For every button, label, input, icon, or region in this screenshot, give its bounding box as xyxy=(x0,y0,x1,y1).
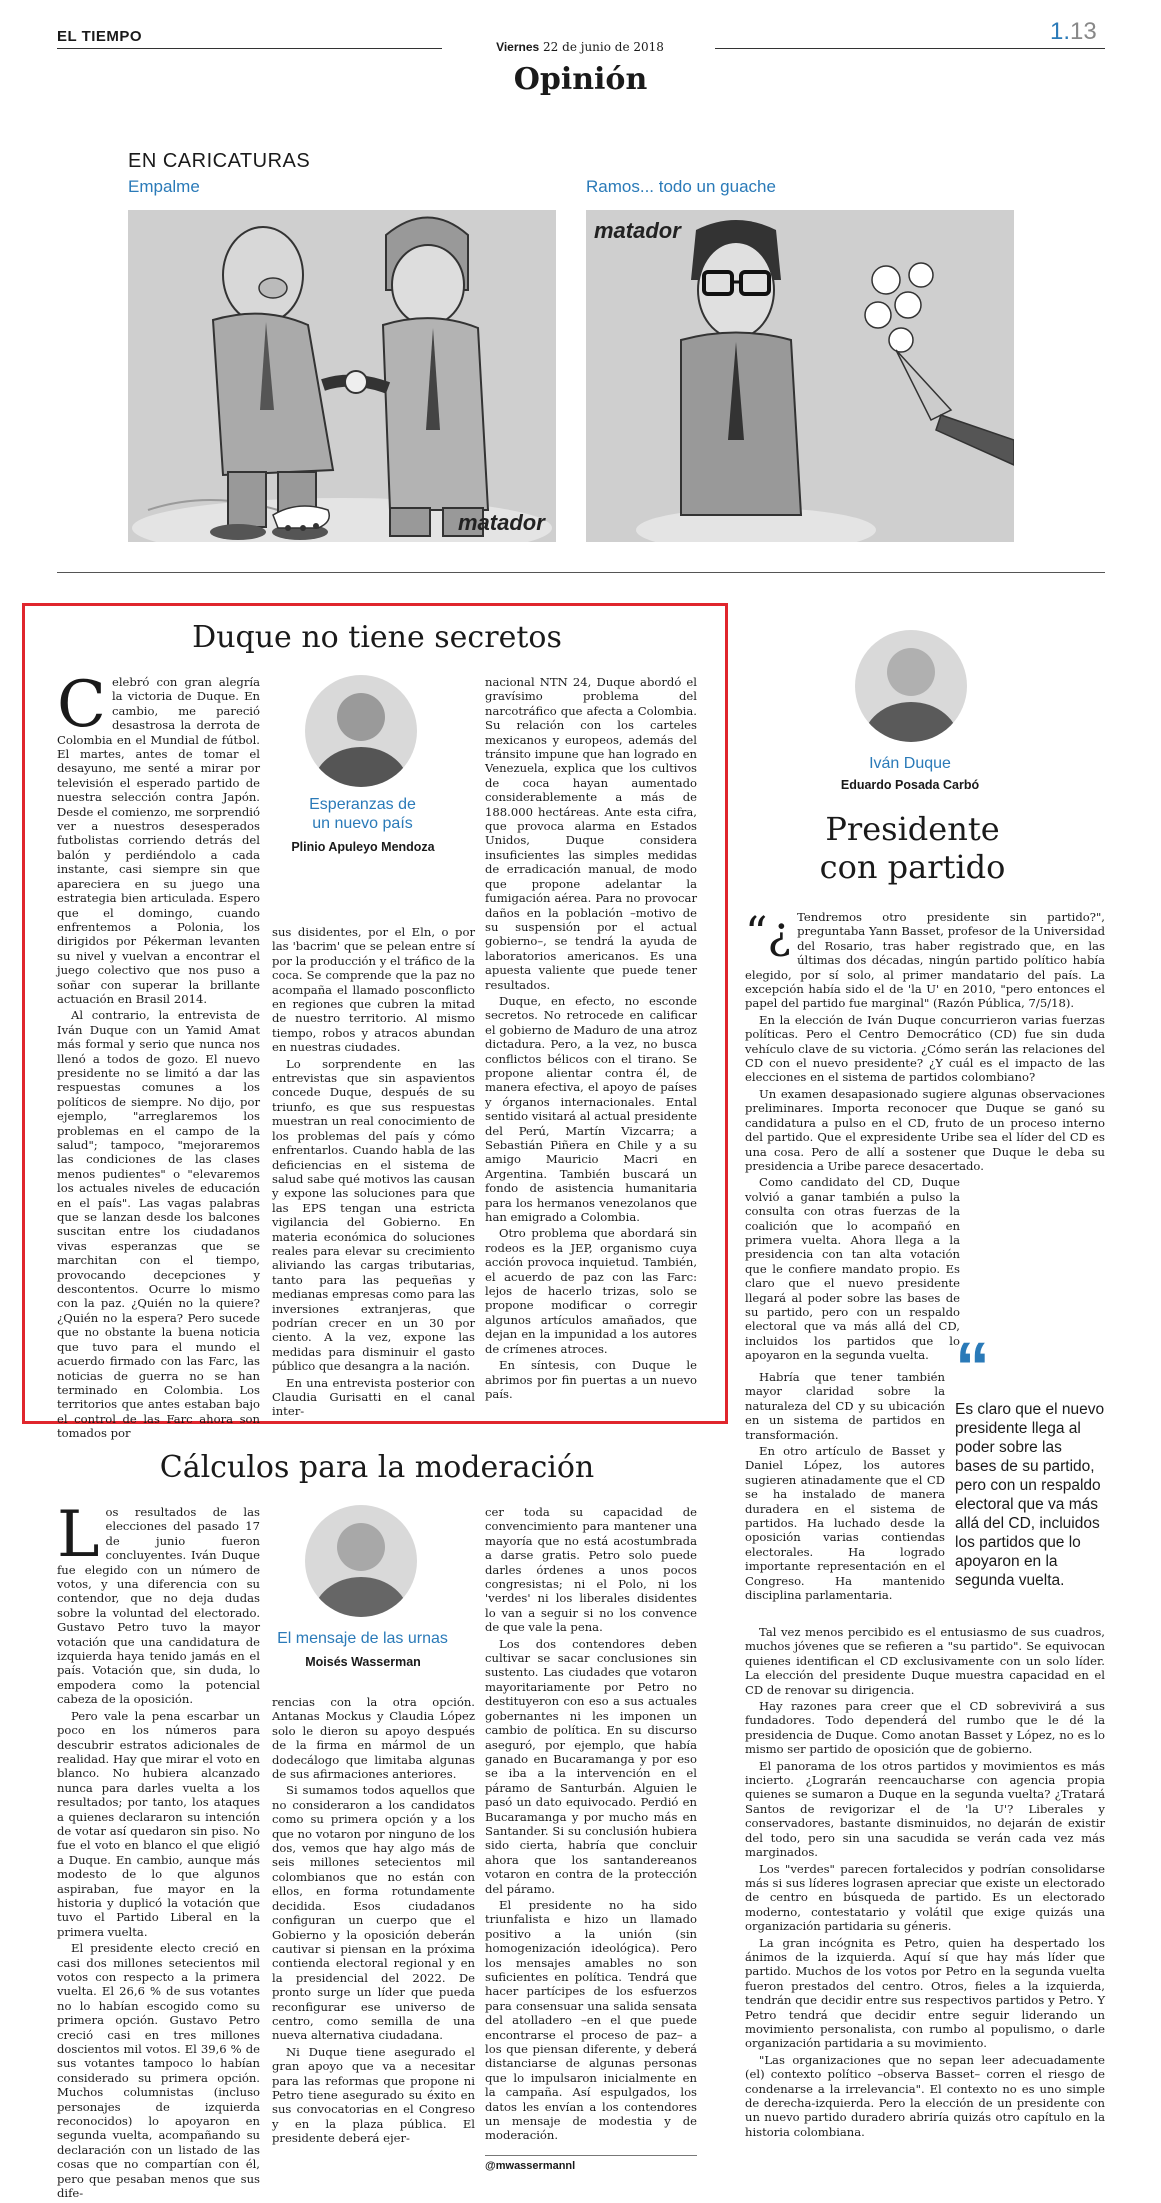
article2-column-title: El mensaje de las urnas xyxy=(277,1630,448,1647)
article1-author-portrait xyxy=(305,675,417,787)
section-title: Opinión xyxy=(513,62,648,97)
article3-headline xyxy=(760,810,1065,886)
article1-col1 xyxy=(57,668,260,1443)
article2-col2-p3: Ni Duque tiene asegurado el gran apoyo que va a necesitar para las reformas que propone ni Petro tiene asegurado su éxito en sus convocatorias en el Congreso y en la plaza pública. El presidente deberá ejer- xyxy=(272,2044,475,2146)
article3-p2: En la elección de Iván Duque concurrieron varias fuerzas políticas. Pero el Centro Democrático (CD) fue sin duda vehículo clave de su victoria. ¿Cómo serán las relaciones del CD con el nuevo presidente? ¿Y cuál es el impacto de las elecciones en el sistema de partidos colombiano? xyxy=(745,1012,1105,1085)
cartoon-left-title: Empalme xyxy=(128,177,200,196)
cartoon-empalme xyxy=(128,210,556,542)
article2-col2-p2: Si sumamos todos aquellos que no consideraron a los candidatos como su primera opción y a los que no votaron por ninguno de los dos, vemos que hay algo más de seis millones setecientos mil colombianos que no están con ellos, en forma rotundamente decidida. Esos ciudadanos configuran un cuerpo que el Gobierno y la oposición deberán cautivar si piensan en la próxima contienda electoral regional y en la presidencial del 2022. De pronto surge un líder que pueda reconfigurar ese universo de centro, como semilla de una nueva alternativa ciudadana. xyxy=(272,1783,475,2043)
article3-p9: El panorama de los otros partidos y movimientos es más incierto. ¿Lograrán reencaucharse con agencia propia quienes se sumaron a Duque en la segunda vuelta? ¿Tratará Santos de revigorizar el de 'la U'? Liberales y conservadores, bastante disminuidos, no dejarán de existir del todo, pero sin una sacudida se verán cada vez más marginados. xyxy=(745,1758,1105,1860)
article3-p6: En otro artículo de Basset y Daniel López, los autores sugieren atinadamente que el CD se ha instalado de manera duradera en el sistema de partidos. Ha luchado desde la oposición varias contiendas electorales. Ha logrado importante representación en el Congreso. Ha mantenido disciplina parlamentaria. xyxy=(745,1444,945,1603)
article2-col2-p1: rencias con la otra opción. Antanas Mockus y Claudia López solo le dieron su apoyo después de la firma en mármol de un dodecálogo que limitaba algunas de sus afirmaciones anteriores. xyxy=(272,1695,475,1782)
author-portrait-icon xyxy=(305,1505,417,1617)
masthead-brand: EL TIEMPO xyxy=(57,28,143,45)
article1-col2-p1: sus disidentes, por el Eln, o por las 'bacrim' que se pelean entre sí por la producción y el tráfico de la coca. Se comprende que la paz no acompaña el llamado posconflicto en regiones que cubren la mitad de nuestro territorio. Al mismo tiempo, robos y atracos abundan en nuestras ciudades. xyxy=(272,925,475,1055)
cartoon-left-signature: matador xyxy=(458,510,545,535)
article1-column-title: Esperanzas de un nuevo país xyxy=(309,796,416,832)
article3-headline-line2: con partido xyxy=(819,848,1006,886)
article2-twitter[interactable]: @mwassermannl xyxy=(485,2160,576,2172)
article3-p7: Tal vez menos percibido es el entusiasmo de sus cuadros, muchos jóvenes que se refieren a "su partido". Se equivocan quienes identifican el CD exclusivamente con un solo líder. La elección del presidente Duque muestra capacidad en el CD de renovar su dirigencia. xyxy=(745,1625,1105,1697)
cartoon-right-title: Ramos... todo un guache xyxy=(586,177,776,196)
header-date-day: Viernes xyxy=(496,40,540,54)
page-number-a: 1. xyxy=(1050,18,1071,45)
article2-headline: Cálculos para la moderación xyxy=(159,1450,595,1485)
article2-col3-p2: Los dos contendores deben cultivar se sacar conclusiones sin sustento. Las ciudades que votaron mayoritariamente por Petro no destituyeron con eso a sus actuales gobernantes ni les imponen un cambio de política. En su discurso aseguró, por ejemplo, que había ganado en Bucaramanga y por eso se iba a la intervención en el páramo de Santurbán. Alguien le pasó un dato equivocado. Perdió en Bucaramanga y por mucho más en Santander. Si su conclusión hubiera sido cierta, habría que concluir ahora que los santandereanos votaron en contra de la protección del páramo. xyxy=(485,1636,697,1896)
article2-dropcap: L xyxy=(57,1498,100,1572)
article3-p5: Habría que tener también mayor claridad sobre la naturaleza del CD y su ubicación en un sistema de partidos en transformación. xyxy=(745,1370,945,1442)
article3-pullquote xyxy=(955,1328,1105,1590)
article3-body-bottom xyxy=(745,1625,1105,2141)
article3-author-portrait xyxy=(855,630,967,742)
article2-col3 xyxy=(485,1505,697,2145)
article1-col3-p4: En síntesis, con Duque le abrimos por fin puertas a un nuevo país. xyxy=(485,1358,697,1401)
article3-p4: Como candidato del CD, Duque volvió a ganar también a pulso la consulta con otras fuerzas de la coalición que lo acompañó en primera vuelta. Ahora llega a la presidencia con tan alta votación que le confiere mandato propio. Es claro que el nuevo presidente llegará al poder sobre las bases de su partido, pero con un respaldo electoral que va más allá del CD, incluidos los partidos que lo apoyaron en la segunda vuelta. xyxy=(745,1175,960,1363)
article3-headline-line1: Presidente xyxy=(825,810,1000,848)
article3-body-top xyxy=(745,910,1105,1365)
article3-body-narrow xyxy=(745,1370,945,1605)
article2-author-portrait xyxy=(305,1505,417,1617)
author-portrait-icon xyxy=(855,630,967,742)
article3-author: Eduardo Posada Carbó xyxy=(840,778,980,792)
header-rule-right xyxy=(715,48,1105,49)
page-number-b: 13 xyxy=(1070,18,1097,45)
header-date-rest: 22 de junio de 2018 xyxy=(543,40,664,54)
article2-col1 xyxy=(57,1498,260,2203)
cartoon-right-signature: matador xyxy=(594,218,681,243)
article2-author: Moisés Wasserman xyxy=(305,1655,421,1669)
article1-col2-p2: Lo sorprendente en las entrevistas que sin aspavientos concede Duque, después de su triunfo, es que sus respuestas muestran un real conocimiento de los problemas del país y cómo enfrentarlos. Cuando habla de las deficiencias en el sistema de salud sabe qué motivos las causan y expone las soluciones para que las EPS tengan una estricta vigilancia del Gobierno. En materia económica do soluciones reales para elevar su crecimiento aliviando las cargas tributarias, tanto para las pequeñas y medianas empresas como para las inversiones extranjeras, que podrían crecer en un 30 por ciento. A la vez, expone las medidas para disminuir el gasto público que desangra a la nación. xyxy=(272,1056,475,1374)
cartoon-guache xyxy=(586,210,1014,542)
article3-opening-quote: “¿ xyxy=(745,908,792,959)
cartoon-empalme-drawing xyxy=(128,210,556,542)
article3-p3: Un examen desapasionado sugiere algunas observaciones preliminares. Importa reconocer que Duque se ganó su candidatura a pulso en el CD, fruto de un proceso interno del partido. Que el expresidente Uribe sea el líder del CD es una cosa. Pero de allí a sostener que Duque le deba su presidencia a Uribe parece desacertado. xyxy=(745,1086,1105,1173)
article3-p11: La gran incógnita es Petro, quien ha despertado los ánimos de la izquierda. Aquí sí que hay más líder que partido. Muchos de los votos por Petro en la segunda vuelta fueron prestados del centro. Otros, fieles a la izquierda, tendrán que decidir entre sus respectivos partidos y Petro. Y Petro tendrá que decidir entre seguir liderando un movimiento personalista, con rumbo al populismo, o darle organización partidaria a su movimiento. xyxy=(745,1935,1105,2051)
pullquote-text: Es claro que el nuevo presidente llega al poder sobre las bases de su partido, pero con un respaldo electoral que va más allá del CD, incluidos los partidos que lo apoyaron en la segunda vuelta. xyxy=(955,1401,1105,1589)
article1-col3-p3: Otro problema que abordará sin rodeos es la JEP, organismo cuya acción provoca inquietud. También, el acuerdo de paz con las Farc: lejos de hacerlo trizas, solo se propone modificar o corregir algunos artículos amañados, que dejan en la impunidad a los autores de crímenes atroces. xyxy=(485,1226,697,1356)
article3-p10: Los "verdes" parecen fortalecidos y podrían consolidarse más si sus líderes lograsen apreciar que existe un electorado de centro en búsqueda de partido. Es un electorado moderno, contestatario y volátil que exige quizás una organización partidaria su géneris. xyxy=(745,1861,1106,1934)
article1-col3 xyxy=(485,675,697,1403)
article2-rule xyxy=(485,2155,697,2156)
cartoon-section-label: EN CARICATURAS xyxy=(128,150,311,172)
article1-col2-p3: En una entrevista posterior con Claudia Gurisatti en el canal inter- xyxy=(272,1375,475,1419)
article2-col3-p3: El presidente no ha sido triunfalista e hizo un llamado positivo a la unión (sin homogenización ideológica). Pero los mensajes amables no son suficientes en política. Tendrá que hacer partícipes de los esfuerzos para consensuar una salida sensata del atolladero –en el que puede encontrarse el proceso de paz– a los que piensan diferente, y deberá distanciarse de algunas personas que lo impulsaron inicialmente en la campaña. Así espulgados, los datos les envían a los contendores un mensaje de modestia y de moderación. xyxy=(485,1897,697,2143)
article1-col3-p2: Duque, en efecto, no esconde secretos. No retrocede en calificar el gobierno de Maduro de una atroz dictadura. Pero, a la vez, no busca conflictos bélicos con el tirano. Se propone alientar contra él, de manera efectiva, el apoyo de países y órganos internacionales. Ental sentido visitará al actual presidente del Perú, Martín Vizcarra; a Sebastián Piñera en Chile y a su amigo Mauricio Macri en Argentina. También buscará un fondo de asistencia humanitaria para los hermanos venezolanos que han emigrado a Colombia. xyxy=(485,993,697,1225)
header-rule-left xyxy=(57,48,442,49)
article1-headline: Duque no tiene secretos xyxy=(192,620,562,655)
article3-intro: Tendremos otro presidente sin partido?", preguntaba Yann Basset, profesor de la Universidad del Rosario, tras haber registrado que, en las últimas dos décadas, ningún partido político había elegido, por sí solo, al primer mandatario del país. La excepción había sido el de 'la U' en 2010, "pero entonces el papel del partido fue marginal" (Razón Pública, 7/5/18). xyxy=(745,910,1105,1011)
article3-column-title: Iván Duque xyxy=(869,755,951,772)
article3-p12: "Las organizaciones que no sepan leer adecuadamente (el) contexto político –observa Basset– corren el riesgo de condenarse a la irrelevancia". El contexto no es uno simple de derecha-izquierda. Pero la elección de un presidente con un nuevo partido duradero abriría quizás otro capítulo en la historia colombiana. xyxy=(745,2052,1105,2139)
article1-col1-p1: elebró con gran alegría la victoria de Duque. En cambio, me pareció desastrosa la derrota de Colombia en el Mundial de fútbol. El martes, antes de tomar el desayuno, me senté a mirar por televisión el esperado partido de nuestra selección contra Japón. Desde el comienzo, me sorprendió ver a nuestros desesperados futbolistas corriendo detrás del balón y perdiéndolo a cada instante, casi siempre sin que apareciera en su juego una estrategia bien articulada. Espero que el domingo, cuando enfrentemos a Polonia, los dirigidos por Pékerman levanten su nivel y vuelvan a encontrar el juego colectivo que nos puso a soñar con superar la brillante actuación en Brasil 2014. xyxy=(57,675,260,1006)
article1-col1-p2: Al contrario, la entrevista de Iván Duque con un Yamid Amat más formal y serio que nunca nos llenó a todos de gozo. El nuevo presidente no se limitó a dar las respuestas comunes a los políticos de siempre. No dijo, por ejemplo, "arreglaremos los problemas en el campo de la salud"; tampoco, "mejoraremos las condiciones de las clases menos pudientes" o "elevaremos los actuales niveles de educación en el país". Las vagas palabras que se lanzan desde los balcones suscitan entre los ciudadanos vivas esperanzas que se marchitan con el tiempo, provocando decepciones y descontentos. Ocurre lo mismo con la paz. ¿Quién no la quiere? ¿Quién no la espera? Pero sucede que no obstante la buena noticia que tuvo para el mundo el acuerdo firmado con las Farc, las noticias de guerra no se han terminado en Colombia. Los territorios que antes estaban bajo el control de las Farc ahora son tomados por xyxy=(57,1008,260,1441)
article2-col1-p2: Pero vale la pena escarbar un poco en los números para descubrir estratos adicionales de realidad. Hay que mirar el voto en blanco. No hubiera alcanzado nunca para darles vuelta a los resultados; por tanto, los ataques a quienes declararon su intención de votar así quedaron sin piso. No fue el voto en blanco el que eligió a Duque. En cambio, aunque más modesto de lo que algunos aspiraban, fue mayor en la historia y duplicó la votación que tuvo el Partido Liberal en la primera vuelta. xyxy=(57,1708,260,1939)
article1-author: Plinio Apuleyo Mendoza xyxy=(291,840,435,854)
cartoon-guache-drawing xyxy=(586,210,1014,542)
page-number xyxy=(1050,18,1097,46)
header-date xyxy=(440,40,720,54)
article1-dropcap: C xyxy=(57,668,106,742)
article1-col3-p1: nacional NTN 24, Duque abordó el gravísimo problema del narcotráfico que afecta a Colombia. Su relación con los carteles mexicanos y europeos, además del tránsito impune que han logrado en Venezuela, explica que los cultivos de coca hayan aumentado considerablemente a más de 188.000 hectáreas. Ante esta cifra, que provoca alarma en Estados Unidos, Duque considera insuficientes las simples medidas de erradicación manual, de modo que propone adelantar la fumigación aérea. Para no provocar daños en la población –motivo de su suspensión por el actual gobierno–, se tendrá la ayuda de laboratorios americanos. Es una apuesta valiente que puede tener resultados. xyxy=(485,675,697,992)
pullquote-mark-icon: “ xyxy=(955,1328,990,1406)
article3-p8: Hay razones para creer que el CD sobrevivirá a sus fundadores. Todo dependerá del rumbo que le dé la presidencia de Duque. Como anotan Basset y López, no es lo mismo ser partido de oposición que de gobierno. xyxy=(745,1699,1105,1757)
author-portrait-icon xyxy=(305,675,417,787)
article2-col1-p1: os resultados de las elecciones del pasado 17 de junio fueron concluyentes. Iván Duque fue elegido con un número de votos, y una diferencia con su contendor, que no deja dudas sobre la voluntad del electorado. Gustavo Petro tuvo la mayor votación que una candidatura de izquierda haya tenido jamás en el país. Votación que, sin duda, lo empodera como la potencial cabeza de la oposición. xyxy=(57,1505,260,1707)
article1-col2 xyxy=(272,925,475,1421)
article2-col2 xyxy=(272,1695,475,2148)
section-divider xyxy=(57,572,1105,573)
article2-col3-p1: cer toda su capacidad de convencimiento para mantener una mayoría que no está acostumbrada a darse gratis. Petro solo puede darles órdenes a unos pocos congresistas; ni el Polo, ni los 'verdes' ni los liberales disidentes lo van a seguir si no los convence de que vale la pena. xyxy=(485,1505,697,1635)
article2-col1-p3: El presidente electo creció en casi dos millones setecientos mil votos con respecto a la primera vuelta. El 26,6 % de sus votantes no lo habían escogido como su primera opción. Gustavo Petro creció casi en tres millones doscientos mil votos. El 39,6 % de sus votantes tampoco lo habían considerado su primera opción. Muchos columnistas (incluso personajes de izquierda reconocidos) lo apoyaron en segunda vuelta, acompañando su declaración con un listado de las cosas que no compartían con él, pero que pesaban menos que sus dife- xyxy=(57,1941,260,2201)
